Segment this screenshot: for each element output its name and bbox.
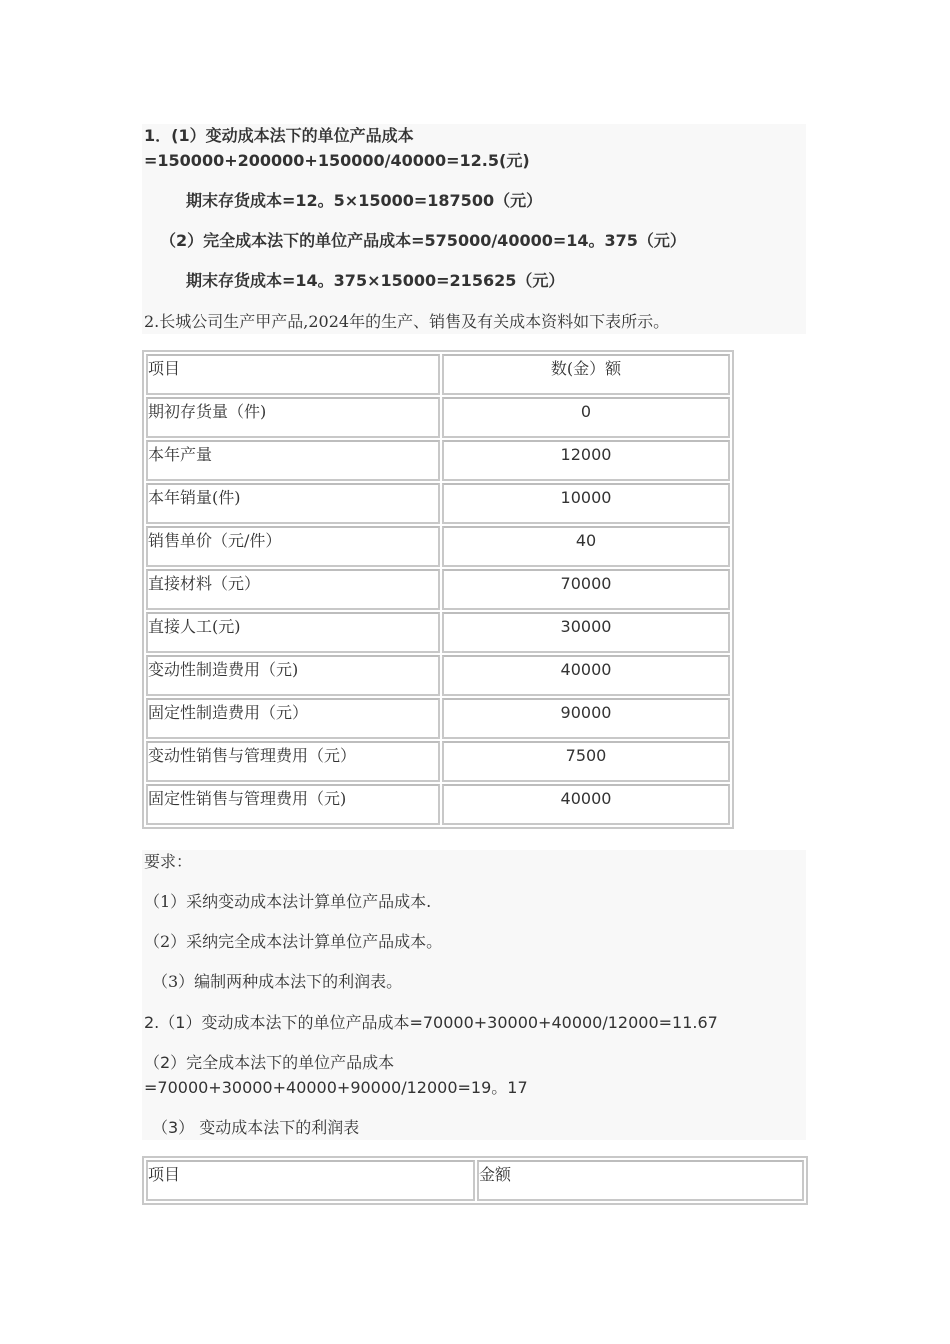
table-cell-item: 固定性销售与管理费用（元) — [146, 784, 440, 825]
requirement-3: （3）编制两种成本法下的利润表。 — [152, 972, 403, 991]
header-item: 项目 — [146, 1160, 475, 1201]
table-cell-amount: 70000 — [442, 569, 730, 610]
table-cell-item: 销售单价（元/件） — [146, 526, 440, 567]
table-cell-amount: 10000 — [442, 483, 730, 524]
table-cell-item: 变动性制造费用（元) — [146, 655, 440, 696]
profit-statement-table — [142, 1156, 808, 1205]
table-row — [146, 483, 730, 524]
table-row — [146, 698, 730, 739]
table-cell-amount: 40 — [442, 526, 730, 567]
header-amount: 金额 — [477, 1160, 804, 1201]
table-cell-item: 本年销量(件) — [146, 483, 440, 524]
answer1-line3: 期末存货成本=12。5×15000=187500（元） — [186, 191, 543, 210]
table-row — [146, 784, 730, 825]
table-cell-amount: 90000 — [442, 698, 730, 739]
table-header-row — [146, 1160, 804, 1201]
table-cell-amount: 7500 — [442, 741, 730, 782]
cost-data-table — [142, 350, 734, 829]
table-cell-amount: 40000 — [442, 655, 730, 696]
question2-intro: 2.长城公司生产甲产品,2024年的生产、销售及有关成本资料如下表所示。 — [144, 312, 670, 331]
answer1-line5: 期末存货成本=14。375×15000=215625（元） — [186, 271, 565, 290]
table-cell-amount: 40000 — [442, 784, 730, 825]
answer2-line3: =70000+30000+40000+90000/12000=19。17 — [144, 1078, 528, 1097]
answer2-line4: （3） 变动成本法下的利润表 — [152, 1118, 360, 1137]
header-item: 项目 — [146, 354, 440, 395]
answer1-line2: =150000+200000+150000/40000=12.5(元) — [144, 151, 530, 170]
answer1-line4: （2）完全成本法下的单位产品成本=575000/40000=14。375（元） — [160, 231, 686, 250]
table-cell-item: 直接材料（元） — [146, 569, 440, 610]
table-row — [146, 569, 730, 610]
requirement-2: （2）采纳完全成本法计算单位产品成本。 — [144, 932, 443, 951]
requirements-title: 要求： — [144, 852, 193, 871]
table-cell-amount: 30000 — [442, 612, 730, 653]
table-row — [146, 612, 730, 653]
table-row — [146, 655, 730, 696]
table-row — [146, 440, 730, 481]
requirement-1: （1）采纳变动成本法计算单位产品成本. — [144, 892, 432, 911]
table-header-row — [146, 354, 730, 395]
table-cell-item: 变动性销售与管理费用（元） — [146, 741, 440, 782]
table-row — [146, 526, 730, 567]
table-row — [146, 397, 730, 438]
table-cell-amount: 0 — [442, 397, 730, 438]
table-cell-item: 直接人工(元) — [146, 612, 440, 653]
table-cell-item: 本年产量 — [146, 440, 440, 481]
table-cell-amount: 12000 — [442, 440, 730, 481]
answer2-line2: （2）完全成本法下的单位产品成本 — [144, 1053, 395, 1072]
table-cell-item: 固定性制造费用（元） — [146, 698, 440, 739]
answer1-line1: 1．(1）变动成本法下的单位产品成本 — [144, 126, 414, 145]
table-row — [146, 741, 730, 782]
header-amount: 数(金）额 — [442, 354, 730, 395]
table-cell-item: 期初存货量（件) — [146, 397, 440, 438]
answer2-line1: 2.（1）变动成本法下的单位产品成本=70000+30000+40000/12000=11.67 — [144, 1013, 718, 1032]
